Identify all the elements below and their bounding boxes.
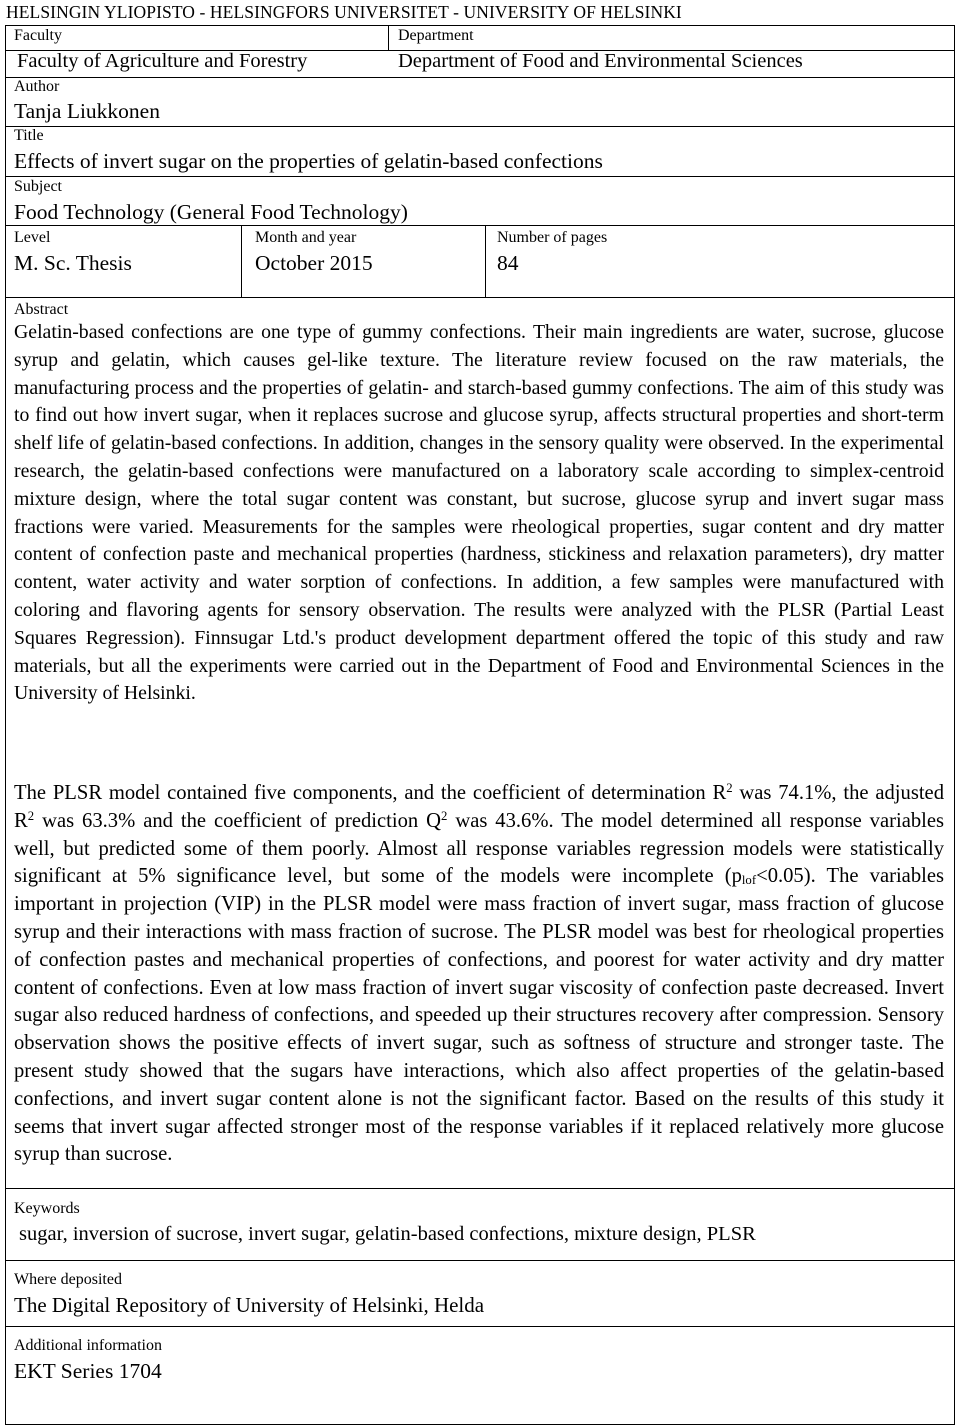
keywords-label: Keywords [14, 1200, 80, 1217]
subject-label: Subject [14, 178, 62, 195]
abstract-label: Abstract [14, 301, 69, 318]
where-deposited-value: The Digital Repository of University of Helsinki, Helda [14, 1293, 485, 1317]
keywords-value: sugar, inversion of sucrose, invert sugar, gelatin-based confections, mixture design, PLSR [19, 1223, 756, 1245]
faculty-label: Faculty [14, 27, 62, 44]
row-divider [6, 176, 954, 177]
row-divider [6, 77, 954, 78]
title-label: Title [14, 127, 44, 144]
row-divider [6, 1326, 954, 1327]
row-divider [6, 225, 954, 226]
pages-label: Number of pages [497, 229, 608, 246]
abstract-paragraph-2: The PLSR model contained five components, and the coefficient of determination $R^2$ was 74.1%, the adjusted $R^2$ was 63.3% and the coefficient of prediction $Q^2$ was 43.6%. The model determined all response variables well, but predicted some of them poorly. Almost all response variables regression models were statistically significant at 5% significance level, but some of the models were incomplete $(p_{lof}<0.05)$. The variables important in projection (VIP) in the PLSR model were mass fraction of invert sugar, mass fraction of glucose syrup and their interactions with mass fraction of sucrose. The PLSR model was best for rheological properties of confection pastes and mechanical properties of confections, and poorest for water activity and dry matter content of confections. Even at low mass fraction of invert sugar viscosity of confection paste decreased. Invert sugar also reduced hardness of confections, and speeded up their structures recovery after compression. Sensory observation shows the positive effects of invert sugar, such as softness of structure and stronger taste. The present study showed that the sugars have interactions, which also affect properties of the gelatin-based confections, and invert sugar content alone is not the significant factor. Based on the results of this study it seems that invert sugar affected stronger most of the response variables if it replaced relatively more glucose syrup than sucrose. [14, 780, 945, 1166]
additional-info-label: Additional information [14, 1337, 162, 1354]
column-divider [485, 225, 486, 297]
level-value: M. Sc. Thesis [14, 251, 132, 275]
pages-value: 84 [497, 251, 519, 275]
level-label: Level [14, 229, 51, 246]
where-deposited-label: Where deposited [14, 1271, 122, 1288]
author-value: Tanja Liukkonen [14, 99, 160, 123]
month-year-label: Month and year [255, 229, 357, 246]
department-value: Department of Food and Environmental Sciences [398, 50, 803, 72]
row-divider [6, 1188, 954, 1189]
subject-value: Food Technology (General Food Technology) [14, 200, 408, 224]
row-divider [6, 1260, 954, 1261]
department-label: Department [398, 27, 474, 44]
additional-info-value: EKT Series 1704 [14, 1359, 162, 1383]
thesis-abstract-form [5, 25, 955, 1425]
university-header: HELSINGIN YLIOPISTO - HELSINGFORS UNIVERSITET - UNIVERSITY OF HELSINKI [6, 2, 682, 22]
month-year-value: October 2015 [255, 251, 373, 275]
faculty-value: Faculty of Agriculture and Forestry [17, 50, 308, 72]
row-divider [6, 297, 954, 298]
author-label: Author [14, 78, 60, 95]
column-divider [241, 225, 242, 297]
abstract-paragraph-1: Gelatin-based confections are one type of gummy confections. Their main ingredients are water, sucrose, glucose syrup and gelatin, which causes gel-like texture. The literature review focused on the raw materials, the manufacturing process and the properties of gelatin- and starch-based gummy confections. The aim of this study was to find out how invert sugar, when it replaces sucrose and glucose syrup, affects structural properties and short-term shelf life of gelatin-based confections. In addition, changes in the sensory quality were observed. In the experimental research, the gelatin-based confections were manufactured on a laboratory scale according to simplex-centroid mixture design, where the total sugar content was constant, but sucrose, glucose syrup and invert sugar mass fractions were varied. Measurements for the samples were rheological properties, sugar content and dry matter content of confection paste and mechanical properties (hardness, stickiness and relaxation parameters), dry matter content, water activity and water sorption of confections. In addition, a few samples were manufactured with coloring and flavoring agents for sensory observation. The results were analyzed with the PLSR (Partial Least Squares Regression). Finnsugar Ltd.'s product development department offered the topic of this study and raw materials, but all the experiments were carried out in the Department of Food and Environmental Sciences in the University of Helsinki. [14, 321, 944, 705]
row-divider [6, 126, 954, 127]
column-divider [388, 26, 389, 50]
title-value: Effects of invert sugar on the properties of gelatin-based confections [14, 149, 603, 173]
